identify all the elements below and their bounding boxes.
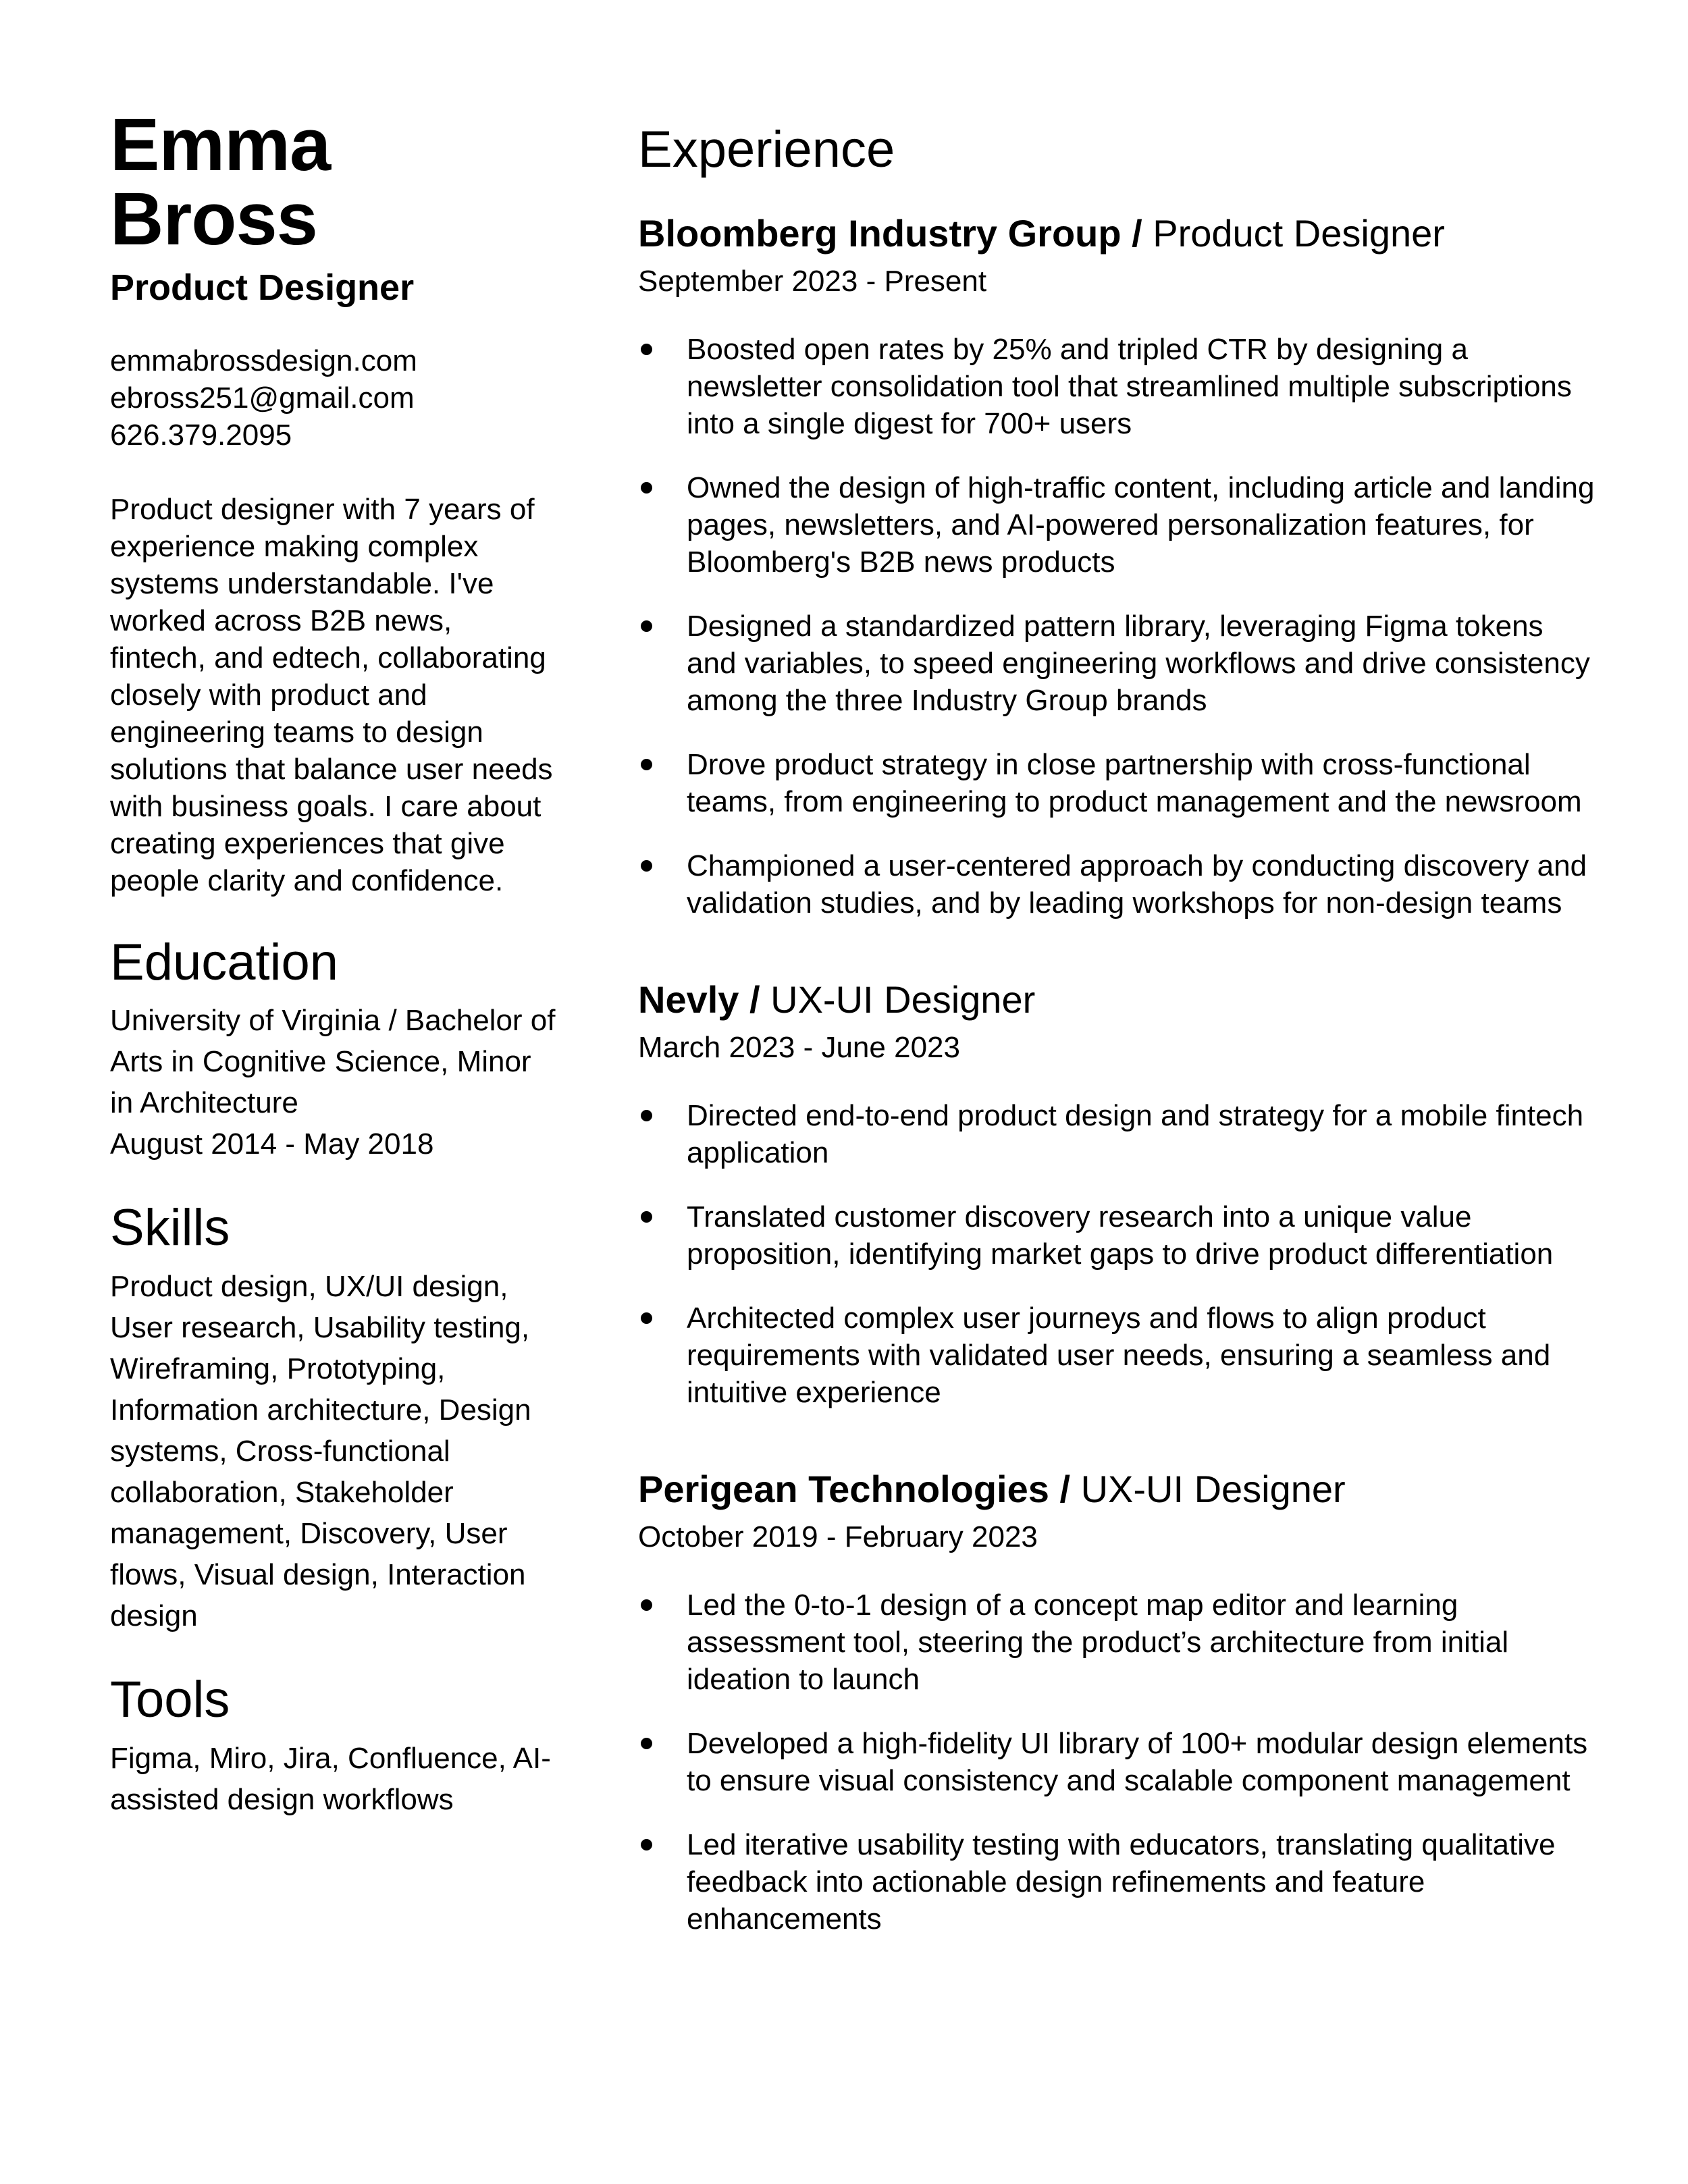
job-header [638,211,1597,256]
profile-summary: Product designer with 7 years of experience making complex systems understandable. I've worked across B2B news, fintech, and edtech, collaborating closely with product and engineering teams to design solutions that balance user needs with business goals. I care about creating experiences that give people clarity and confidence. [110,492,553,897]
bullet-item [638,1198,1597,1273]
experience-column [638,122,1597,1993]
bullet-text: Boosted open rates by 25% and tripled CTR by designing a newsletter consolidation tool that streamlined multiple subscriptions into a single digest for 700+ users [687,332,1572,440]
job-company: Nevly [638,978,739,1021]
bullet-icon [641,1312,652,1324]
job-bullets [638,1097,1597,1411]
sidebar-column [110,101,556,1820]
bullet-item [638,469,1597,581]
job-dates: September 2023 - Present [638,264,987,298]
bullet-item [638,1725,1597,1799]
job-title: UX-UI Designer [1080,1467,1346,1510]
bullet-text: Designed a standardized pattern library, leveraging Figma tokens and variables, to speed engineering workflows and drive consistency among the three Industry Group brands [687,609,1590,717]
job-header [638,977,1597,1022]
bullet-icon [641,482,652,494]
job-title: Product Designer [1153,211,1445,255]
bullet-item [638,331,1597,442]
bullet-icon [641,1110,652,1121]
job-separator: / [1121,211,1153,255]
experience-heading: Experience [638,121,895,178]
bullet-text: Developed a high-fidelity UI library of 100+ modular design elements to ensure visual consistency and scalable component management [687,1726,1588,1797]
job-separator: / [1049,1467,1081,1510]
candidate-role: Product Designer [110,267,415,308]
job-entry [638,977,1597,1411]
bullet-item [638,746,1597,820]
job-dates: October 2019 - February 2023 [638,1520,1038,1553]
job-company: Perigean Technologies [638,1467,1049,1510]
bullet-text: Led iterative usability testing with educators, translating qualitative feedback into actionable design refinements and feature enhancements [687,1828,1556,1936]
job-company: Bloomberg Industry Group [638,211,1122,255]
bullet-item [638,1826,1597,1938]
bullet-icon [641,1839,652,1850]
contact-block [110,342,556,454]
bullet-icon [641,1738,652,1749]
bullet-text: Drove product strategy in close partnership with cross-functional teams, from engineering to product management and the newsroom [687,747,1582,818]
bullet-icon [641,620,652,632]
job-separator: / [739,978,771,1021]
bullet-icon [641,1211,652,1223]
phone-number[interactable]: 626.379.2095 [110,418,292,452]
bullet-icon [641,344,652,355]
skills-section [110,1200,556,1636]
education-heading: Education [110,933,339,991]
bullet-text: Championed a user-centered approach by conducting discovery and validation studies, and by leading workshops for non-design teams [687,849,1587,920]
skills-list: Product design, UX/UI design, User research, Usability testing, Wireframing, Prototyping, Information architecture, Design systems, Cross-functional collaboration, Stakeholder management, Discovery, User flows, Visual design, Interaction design [110,1269,531,1632]
bullet-text: Owned the design of high-traffic content, including article and landing pages, newsletters, and AI-powered personalization features, for Bloomberg's B2B news products [687,471,1595,579]
tools-section [110,1672,556,1820]
job-dates: March 2023 - June 2023 [638,1030,960,1064]
bullet-item [638,1300,1597,1411]
education-section [110,934,556,1165]
bullet-text: Architected complex user journeys and flows to align product requirements with validated user needs, ensuring a seamless and intuitive experience [687,1301,1551,1409]
job-title: UX-UI Designer [770,978,1036,1021]
bullet-text: Led the 0-to-1 design of a concept map editor and learning assessment tool, steering the product’s architecture from initial ideation to launch [687,1588,1509,1696]
bullet-icon [641,1599,652,1611]
job-bullets [638,331,1597,922]
job-header [638,1466,1597,1512]
bullet-item [638,1587,1597,1698]
bullet-text: Translated customer discovery research into a unique value proposition, identifying market gaps to drive product differentiation [687,1200,1554,1271]
bullet-text: Directed end-to-end product design and strategy for a mobile fintech application [687,1098,1584,1169]
education-degree: University of Virginia / Bachelor of Arts in Cognitive Science, Minor in Architecture [110,1004,556,1120]
skills-heading: Skills [110,1199,230,1257]
tools-heading: Tools [110,1670,230,1728]
candidate-name: Emma Bross [110,103,331,261]
job-entry [638,1466,1597,1938]
bullet-item [638,608,1597,719]
tools-list: Figma, Miro, Jira, Confluence, AI-assisted design workflows [110,1741,551,1816]
bullet-item [638,847,1597,922]
website-link[interactable]: emmabrossdesign.com [110,344,417,377]
bullet-icon [641,759,652,770]
email-link[interactable]: ebross251@gmail.com [110,381,415,415]
bullet-item [638,1097,1597,1171]
bullet-icon [641,860,652,872]
job-entry [638,211,1597,922]
job-bullets [638,1587,1597,1938]
education-dates: August 2014 - May 2018 [110,1127,434,1161]
